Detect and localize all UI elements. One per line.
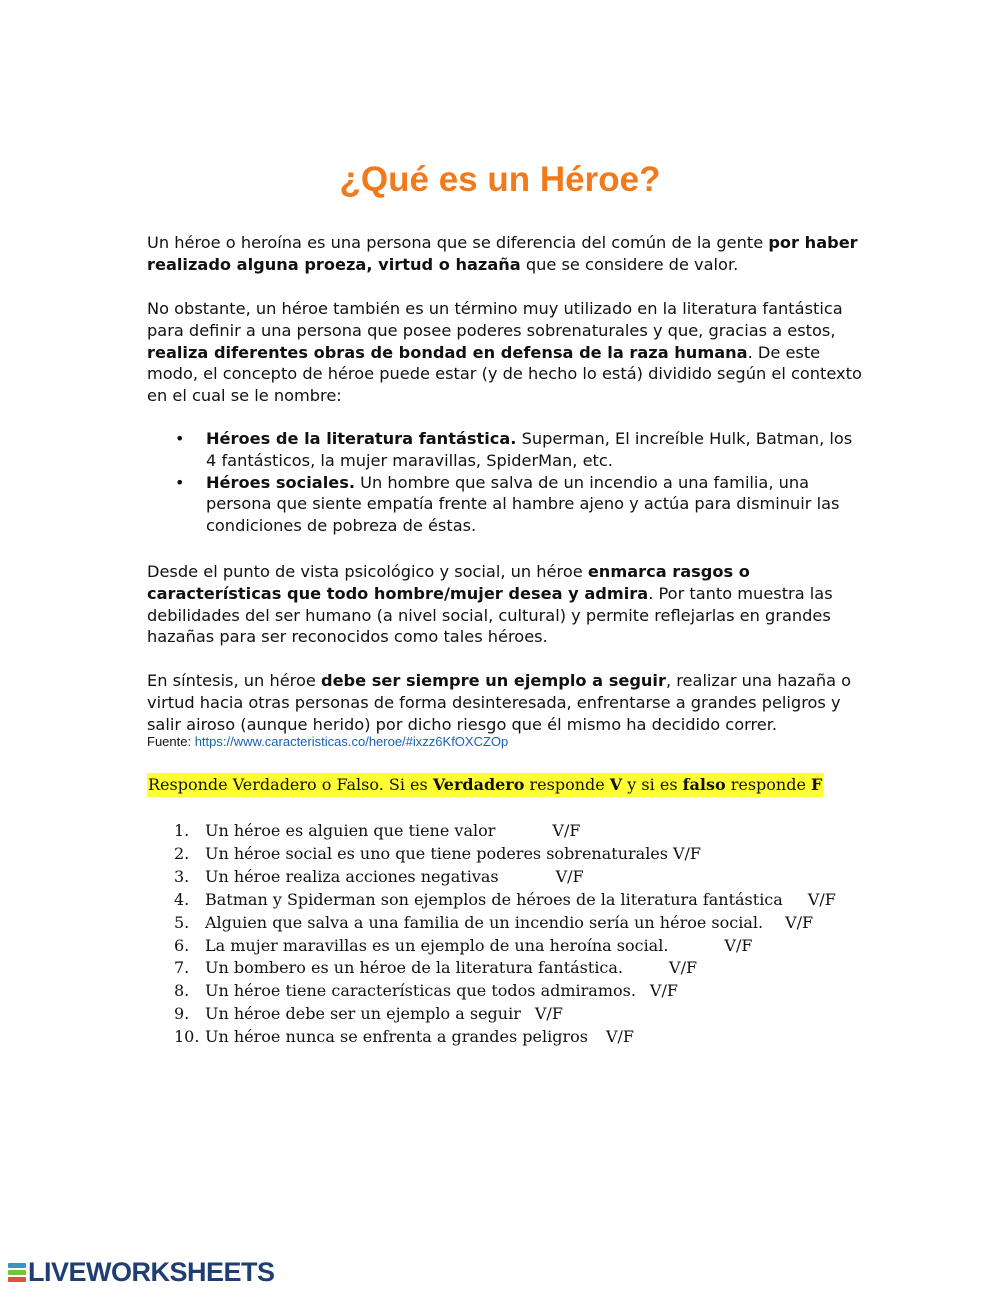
- psychology-bold: enmarca rasgos o características que todo hombre/mujer desea y admira: [147, 562, 750, 603]
- question-number: 7.: [174, 958, 190, 978]
- list-item-bold: Héroes sociales.: [206, 472, 356, 492]
- instruction-text: responde: [524, 775, 610, 794]
- question-item: [174, 843, 894, 866]
- bullet-icon: •: [175, 472, 185, 492]
- question-item: [174, 912, 894, 935]
- list-item: [147, 472, 867, 537]
- question-text: Un héroe es alguien que tiene valor: [205, 821, 496, 840]
- synthesis-bold: debe ser siempre un ejemplo a seguir: [320, 671, 666, 690]
- synthesis-text-2: , realizar una hazaña o virtud hacia otras personas de forma desinteresada, enfrentarse a grandes peligros y salir airoso (aunque herido) por dicho riesgo que él mismo ha decidido correr.: [147, 671, 852, 734]
- question-text: Un héroe tiene características que todos admiramos.: [205, 981, 636, 1001]
- psychology-text-2: . Por tanto muestra las debilidades del ser humano (a nivel social, cultural) y permite reflejarlas en grandes hazañas para ser reconocidos como tales héroes.: [147, 583, 833, 647]
- true-false-answer[interactable]: V/F: [669, 958, 698, 978]
- question-item: [174, 935, 894, 958]
- synthesis-text-1: En síntesis, un héroe: [147, 671, 321, 690]
- question-text: Un héroe debe ser un ejemplo a seguir: [205, 1004, 521, 1024]
- instruction-text: Responde Verdadero o Falso. Si es: [148, 775, 433, 794]
- source-link[interactable]: https://www.caracteristicas.co/heroe/#ixzz6KfOXCZOp: [194, 734, 509, 749]
- question-item: [174, 820, 894, 843]
- question-number: 2.: [174, 843, 190, 863]
- question-text: La mujer maravillas es un ejemplo de una heroína social.: [205, 935, 669, 955]
- logo-mark-icon: [8, 1262, 26, 1283]
- definition-bold: realiza diferentes obras de bondad en defensa de la raza humana: [147, 342, 748, 362]
- true-false-answer[interactable]: V/F: [605, 1027, 635, 1047]
- bullet-icon: •: [175, 429, 185, 448]
- question-item: [174, 957, 894, 980]
- question-item: [174, 980, 894, 1003]
- question-number: 5.: [174, 912, 190, 932]
- question-item: [174, 1003, 894, 1026]
- question-text: Batman y Spiderman son ejemplos de héroes de la literatura fantástica: [205, 889, 783, 909]
- question-number: 3.: [174, 866, 190, 886]
- true-false-answer[interactable]: V/F: [724, 935, 753, 955]
- question-number: 6.: [174, 935, 190, 955]
- logo-bar-green: [8, 1270, 26, 1275]
- intro-text-1: Un héroe o heroína es una persona que se diferencia del común de la gente: [147, 233, 769, 252]
- question-text: Un héroe social es uno que tiene poderes sobrenaturales: [205, 843, 668, 863]
- true-false-answer[interactable]: V/F: [552, 821, 581, 840]
- instruction-bold: F: [811, 775, 823, 794]
- true-false-answer[interactable]: V/F: [534, 1004, 563, 1024]
- list-item: [147, 428, 867, 472]
- question-number: 10.: [174, 1027, 200, 1047]
- list-item-text: Superman, El increíble Hulk, Batman, los 4 fantásticos, la mujer maravillas, SpiderMan, etc.: [206, 429, 853, 470]
- source-label: Fuente:: [147, 734, 195, 749]
- source-citation: [147, 734, 508, 749]
- true-false-answer[interactable]: V/F: [785, 912, 814, 932]
- definition-text-1: No obstante, un héroe también es un término muy utilizado en la literatura fantástica para definir a una persona que posee poderes sobrenaturales y que, gracias a estos,: [147, 299, 843, 340]
- instruction-bold: falso: [682, 775, 726, 794]
- question-item: [174, 1026, 894, 1049]
- psychology-paragraph: [147, 561, 867, 648]
- true-false-answer[interactable]: V/F: [807, 889, 836, 909]
- question-text: Alguien que salva a una familia de un incendio sería un héroe social.: [205, 912, 764, 932]
- question-number: 9.: [174, 1004, 190, 1024]
- definition-text-2: . De este modo, el concepto de héroe puede estar (y de hecho lo está) dividido según el contexto en el cual se le nombre:: [147, 342, 862, 406]
- synthesis-paragraph: [147, 670, 867, 735]
- question-text: Un héroe realiza acciones negativas: [205, 866, 499, 886]
- intro-paragraph: [147, 232, 867, 276]
- logo-text: LIVEWORKSHEETS: [28, 1256, 275, 1287]
- hero-types-list: [147, 428, 867, 537]
- intro-bold: por haber realizado alguna proeza, virtud o hazaña: [147, 233, 858, 274]
- question-number: 8.: [174, 981, 190, 1001]
- instruction-bold: Verdadero: [432, 775, 525, 794]
- question-text: Un héroe nunca se enfrenta a grandes peligros: [205, 1027, 588, 1047]
- logo-bar-red: [8, 1277, 26, 1282]
- true-false-questions: [174, 820, 894, 1049]
- instruction-text: y si es: [622, 775, 683, 794]
- instruction-banner: [147, 773, 823, 797]
- intro-text-2: que se considere de valor.: [520, 254, 739, 274]
- liveworksheets-logo: [8, 1258, 275, 1286]
- instruction-text: responde: [725, 775, 812, 794]
- question-item: [174, 889, 894, 912]
- question-text: Un bombero es un héroe de la literatura fantástica.: [205, 958, 624, 978]
- page-title: ¿Qué es un Héroe?: [339, 160, 661, 199]
- true-false-answer[interactable]: V/F: [672, 843, 702, 863]
- true-false-answer[interactable]: V/F: [649, 981, 678, 1001]
- question-number: 4.: [174, 889, 190, 909]
- list-item-text: Un hombre que salva de un incendio a una familia, una persona que siente empatía frente al hambre ajeno y actúa para disminuir las condiciones de pobreza de éstas.: [206, 472, 840, 536]
- psychology-text-1: Desde el punto de vista psicológico y social, un héroe: [147, 562, 588, 581]
- question-number: 1.: [174, 821, 190, 840]
- logo-bar-blue: [8, 1263, 26, 1268]
- true-false-answer[interactable]: V/F: [555, 866, 584, 886]
- definition-paragraph: [147, 298, 867, 407]
- question-item: [174, 866, 894, 889]
- list-item-bold: Héroes de la literatura fantástica.: [206, 429, 517, 448]
- instruction-bold: V: [609, 775, 623, 794]
